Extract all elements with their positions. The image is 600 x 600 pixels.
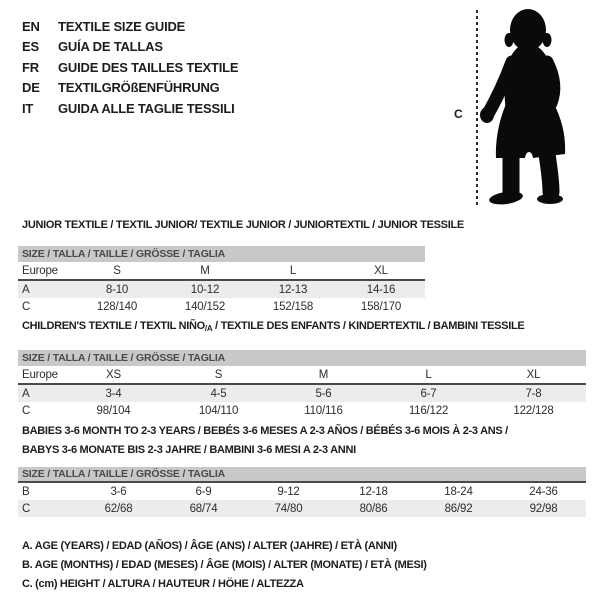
months-value: 6-9 [195,485,212,498]
lang-title: TEXTILGRÖßENFÜHRUNG [58,80,220,96]
size-col: M [318,368,329,381]
height-value: 104/110 [198,404,239,417]
lang-title: GUIDE DES TAILLES TEXTILE [58,59,239,75]
children-age-row [18,385,586,402]
age-value: 3-4 [105,387,122,400]
region-label: Europe [22,368,58,381]
row-label: C [22,404,31,417]
lang-code: DE [22,80,40,96]
height-value: 68/74 [189,502,218,515]
lang-row-es [22,37,238,58]
size-col: XL [526,368,541,381]
size-col: S [113,264,121,277]
age-value: 10-12 [190,283,220,296]
lang-row-it [22,98,238,119]
children-section-title [22,320,524,333]
height-value: 140/152 [184,300,226,313]
months-value: 9-12 [277,485,300,498]
children-size-header-bar: SIZE / TALLA / TAILLE / GRÖSSE / TAGLIA [18,350,586,366]
height-value: 74/80 [274,502,303,515]
children-height-row [18,402,586,419]
babies-section-title-line2: BABYS 3-6 MONATE BIS 2-3 JAHRE / BAMBINI 3-6 MESI A 2-3 ANNI [22,444,356,456]
lang-row-en [22,16,238,37]
row-label: B [22,485,30,498]
height-value: 152/158 [272,300,314,313]
height-value: 86/92 [444,502,473,515]
babies-size-header-bar: SIZE / TALLA / TAILLE / GRÖSSE / TAGLIA [18,467,586,483]
lang-title: TEXTILE SIZE GUIDE [58,18,186,34]
junior-age-row [18,281,425,298]
height-measure-label: C [454,107,463,121]
children-title-main: CHILDREN'S TEXTILE / TEXTIL NIÑO [22,320,205,332]
lang-title: GUÍA DE TALLAS [58,39,163,55]
children-columns-row [18,366,586,385]
age-value: 7-8 [525,387,542,400]
months-value: 3-6 [110,485,127,498]
babies-section-title-line1: BABIES 3-6 MONTH TO 2-3 YEARS / BEBÉS 3-6 MESES A 2-3 AÑOS / BÉBÉS 3-6 MOIS À 2-3 ANS / [22,425,508,437]
footnote-c: C. (cm) HEIGHT / ALTURA / HAUTEUR / HÖHE / ALTEZZA [22,578,304,591]
footnote-a: A. AGE (YEARS) / EDAD (AÑOS) / ÂGE (ANS) / ALTER (JAHRE) / ETÀ (ANNI) [22,539,397,552]
age-value: 14-16 [366,283,396,296]
lang-title: GUIDA ALLE TAGLIE TESSILI [58,100,235,116]
height-value: 122/128 [513,404,554,417]
height-value: 158/170 [360,300,402,313]
row-label: C [22,502,31,515]
height-value: 80/86 [359,502,388,515]
lang-row-de [22,78,238,99]
age-value: 6-7 [420,387,437,400]
size-col: M [200,264,210,277]
language-title-list [22,16,238,119]
height-measure-dashed-line [476,10,478,206]
age-value: 8-10 [105,283,129,296]
months-value: 12-18 [359,485,388,498]
age-value: 5-6 [315,387,332,400]
junior-columns-row [18,262,425,281]
row-label: C [22,300,31,313]
height-value: 128/140 [96,300,138,313]
size-col: XS [106,368,121,381]
size-col: XL [374,264,388,277]
lang-code: FR [22,59,39,75]
legend-footnotes [22,536,427,594]
toddler-silhouette-icon [480,0,600,210]
junior-size-header-bar: SIZE / TALLA / TAILLE / GRÖSSE / TAGLIA [18,246,425,262]
row-label: A [22,283,30,296]
babies-height-row [18,500,586,517]
lang-code: ES [22,39,39,55]
age-value: 12-13 [278,283,308,296]
size-col: S [214,368,223,381]
junior-size-table [18,246,425,315]
lang-code: IT [22,100,34,116]
footnote-b: B. AGE (MONTHS) / EDAD (MESES) / ÂGE (MOIS) / ALTER (MONATE) / ETÀ (MESI) [22,558,427,571]
region-label: Europe [22,264,58,277]
children-title-rest: / TEXTILE DES ENFANTS / KINDERTEXTIL / BAMBINI TESSILE [212,320,525,332]
babies-months-row [18,483,586,500]
junior-section-title: JUNIOR TEXTILE / TEXTIL JUNIOR/ TEXTILE JUNIOR / JUNIORTEXTIL / JUNIOR TESSILE [22,219,464,231]
size-col: L [289,264,297,277]
row-label: A [22,387,30,400]
children-size-table [18,350,586,419]
height-value: 62/68 [104,502,133,515]
babies-size-table [18,467,586,517]
months-value: 24-36 [529,485,558,498]
height-value: 116/122 [408,404,449,417]
height-value: 98/104 [96,404,131,417]
lang-code: EN [22,18,40,34]
junior-height-row [18,298,425,315]
size-col: L [425,368,432,381]
children-title-sub: /A [204,324,213,333]
lang-row-fr [22,57,238,78]
height-value: 92/98 [529,502,558,515]
height-value: 110/116 [304,404,343,417]
months-value: 18-24 [444,485,473,498]
age-value: 4-5 [210,387,227,400]
